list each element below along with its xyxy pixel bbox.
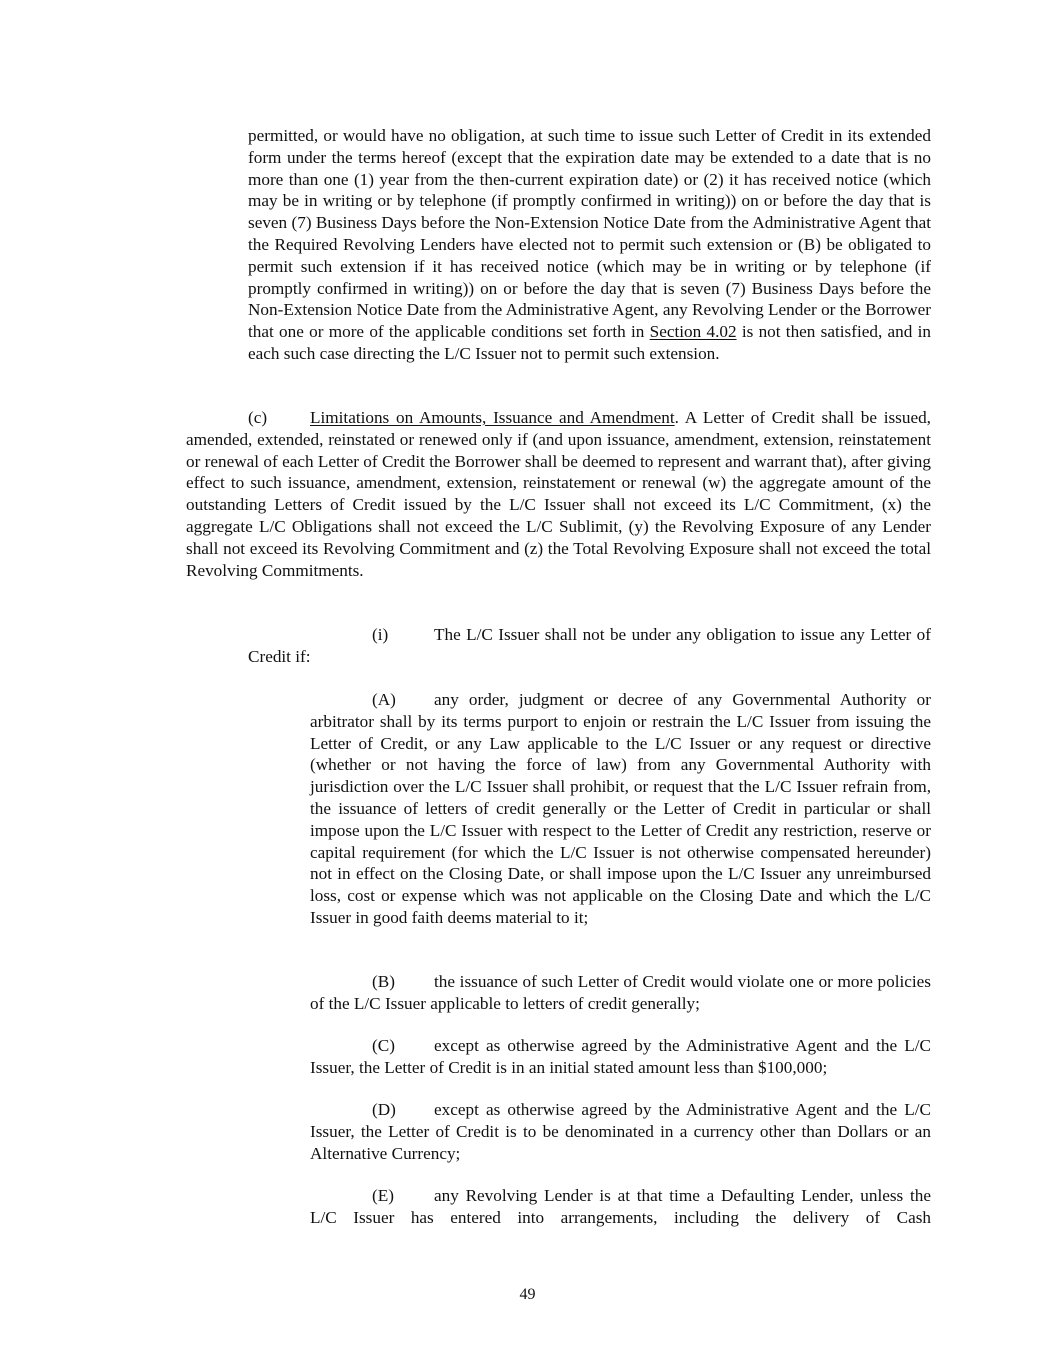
section-4-02-reference[interactable]: Section 4.02 <box>649 322 737 342</box>
paragraph-B-text: the issuance of such Letter of Credit would violate one or more policies of the L/C Issuer applicable to letters of credit generally; <box>310 972 931 1013</box>
paragraph-C-label: (C) <box>372 1036 395 1055</box>
paragraph-A <box>310 689 931 929</box>
continuation-text-before: permitted, or would have no obligation, at such time to issue such Letter of Credit in its extended form under the terms hereof (except that the expiration date may be extended to a date that is no more than one (1) year from the then-current expiration date) or (2) it has received notice (which may be in writing or by telephone (if promptly confirmed in writing)) on or before the day that is seven (7) Business Days before the Non-Extension Notice Date from the Administrative Agent that the Required Revolving Lenders have elected not to permit such extension or (B) be obligated to permit such extension if it has received notice (which may be in writing or by telephone (if promptly confirmed in writing)) on or before the day that is seven (7) Business Days before the Non-Extension Notice Date from the Administrative Agent, any Revolving Lender or the Borrower that one or more of the applicable conditions set forth in <box>248 126 931 342</box>
paragraph-E <box>310 1185 931 1229</box>
paragraph-C <box>310 1035 931 1079</box>
paragraph-D-text: except as otherwise agreed by the Administrative Agent and the L/C Issuer, the Letter of Credit is to be denominated in a currency other than Dollars or an Alternative Currency; <box>310 1100 931 1163</box>
paragraph-A-text: any order, judgment or decree of any Governmental Authority or arbitrator shall by its terms purport to enjoin or restrain the L/C Issuer from issuing the Letter of Credit, or any Law applicable to the L/C Issuer or any request or directive (whether or not having the force of law) from any Governmental Authority with jurisdiction over the L/C Issuer shall prohibit, or request that the L/C Issuer refrain from, the issuance of letters of credit generally or the Letter of Credit in particular or shall impose upon the L/C Issuer with respect to the Letter of Credit any restriction, reserve or capital requirement (for which the L/C Issuer is not otherwise compensated hereunder) not in effect on the Closing Date, or shall impose upon the L/C Issuer any unreimbursed loss, cost or expense which was not applicable on the Closing Date and which the L/C Issuer in good faith deems material to it; <box>310 690 931 927</box>
paragraph-c-heading: Limitations on Amounts, Issuance and Amendment <box>310 408 675 427</box>
paragraph-i <box>248 624 931 668</box>
continuation-paragraph <box>248 125 931 365</box>
paragraph-D <box>310 1099 931 1164</box>
page-number: 49 <box>519 1286 536 1303</box>
paragraph-B-label: (B) <box>372 972 395 991</box>
paragraph-i-label: (i) <box>372 625 389 644</box>
paragraph-c-label: (c) <box>248 408 268 427</box>
paragraph-i-text: The L/C Issuer shall not be under any obligation to issue any Letter of Credit if: <box>248 625 931 666</box>
paragraph-B <box>310 971 931 1015</box>
paragraph-D-label: (D) <box>372 1100 396 1119</box>
paragraph-C-text: except as otherwise agreed by the Administrative Agent and the L/C Issuer, the Letter of Credit is in an initial stated amount less than $100,000; <box>310 1036 931 1077</box>
continuation-text-after: is not then satisfied, and in each such case directing the L/C Issuer not to permit such extension. <box>248 322 931 363</box>
paragraph-c <box>186 407 931 581</box>
paragraph-c-text: . A Letter of Credit shall be issued, amended, extended, reinstated or renewed only if (and upon issuance, amendment, extension, reinstatement or renewal of each Letter of Credit the Borrower shall be deemed to represent and warrant that), after giving effect to such issuance, amendment, extension, reinstatement or renewal (w) the aggregate amount of the outstanding Letters of Credit issued by the L/C Issuer shall not exceed its L/C Commitment, (x) the aggregate L/C Obligations shall not exceed the L/C Sublimit, (y) the Revolving Exposure of any Lender shall not exceed its Revolving Commitment and (z) the Total Revolving Exposure shall not exceed the total Revolving Commitments. <box>186 408 931 580</box>
paragraph-E-text: any Revolving Lender is at that time a Defaulting Lender, unless the L/C Issuer has entered into arrangements, including the delivery of Cash <box>310 1186 931 1227</box>
paragraph-E-label: (E) <box>372 1186 394 1205</box>
paragraph-A-label: (A) <box>372 690 396 709</box>
